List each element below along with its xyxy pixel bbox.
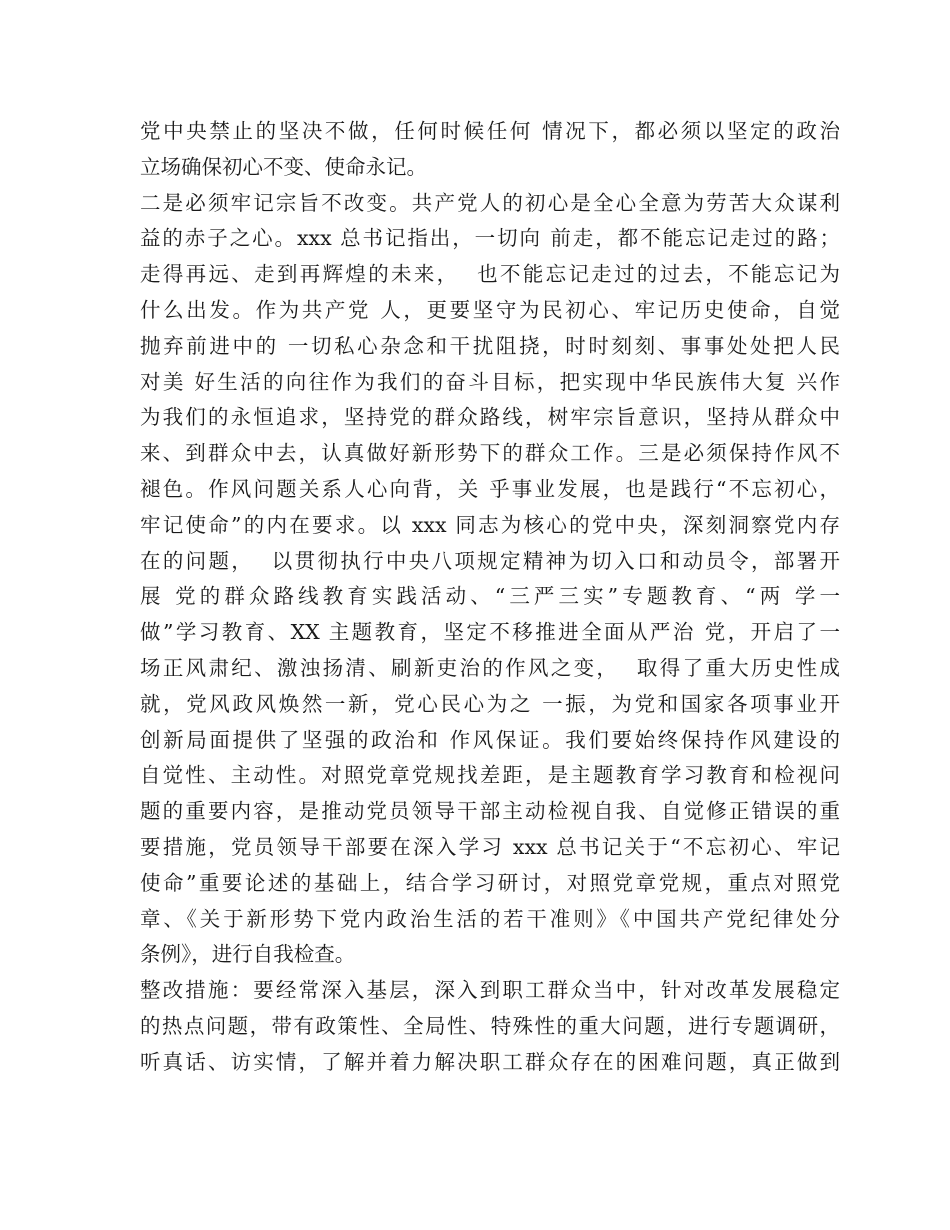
text-line: 二是必须牢记宗旨不改变。共产党人的初心是全心全意为劳苦大众谋利 (140, 190, 840, 215)
text-line: 抛弃前进中的 一切私心杂念和干扰阻挠，时时刻刻、事事处处把人民 (140, 333, 840, 358)
text-line: 在的问题， 以贯彻执行中央八项规定精神为切入口和动员令，部署开 (140, 548, 840, 573)
text-line: 为我们的永恒追求，坚持党的群众路线，树牢宗旨意识，坚持从群众中 (140, 405, 840, 430)
text-line: 党中央禁止的坚决不做，任何时候任何 情况下，都必须以坚定的政治 (140, 119, 840, 143)
text-line: 自觉性、主动性。对照党章党规找差距，是主题教育学习教育和检视问 (140, 763, 840, 788)
text-line: 听真话、访实情，了解并着力解决职工群众存在的困难问题，真正做到 (140, 1049, 840, 1074)
text-line: 什么出发。作为共产党 人，更要坚守为民初心、牢记历史使命，自觉 (140, 297, 840, 322)
text-line: 题的重要内容，是推动党员领导干部主动检视自我、自觉修正错误的重 (140, 799, 840, 824)
text-line: 章、《关于新形势下党内政治生活的若干准则》《中国共产党纪律处分 (140, 906, 840, 931)
text-line: 做”学习教育、XX 主题教育，坚定不移推进全面从严治 党，开启了一 (140, 620, 840, 645)
text-line: 立场确保初心不变、使命永记。 (140, 154, 427, 179)
text-line: 就，党风政风焕然一新，党心民心为之 一振，为党和国家各项事业开 (140, 691, 840, 716)
text-line: 对美 好生活的向往作为我们的奋斗目标，把实现中华民族伟大复 兴作 (140, 369, 840, 394)
text-line: 要措施，党员领导干部要在深入学习 xxx 总书记关于“不忘初心、牢记 (140, 834, 840, 859)
text-line: 走得再远、走到再辉煌的未来， 也不能忘记走过的过去，不能忘记为 (140, 262, 840, 287)
text-line: 场正风肃纪、激浊扬清、刷新吏治的作风之变， 取得了重大历史性成 (140, 655, 840, 680)
text-line: 创新局面提供了坚强的政治和 作风保证。我们要始终保持作风建设的 (140, 727, 840, 752)
text-line: 使命”重要论述的基础上，结合学习研讨，对照党章党规，重点对照党 (140, 870, 840, 895)
text-line: 来、到群众中去，认真做好新形势下的群众工作。三是必须保持作风不 (140, 441, 840, 466)
text-line: 展 党的群众路线教育实践活动、“三严三实”专题教育、“两 学一 (140, 584, 840, 609)
text-line: 褪色。作风问题关系人心向背，关 乎事业发展，也是践行“不忘初心， (140, 476, 840, 501)
text-line: 条例》，进行自我检查。 (140, 942, 356, 967)
text-line: 的热点问题，带有政策性、全局性、特殊性的重大问题，进行专题调研， (140, 1013, 840, 1038)
text-line: 益的赤子之心。xxx 总书记指出，一切向 前走，都不能忘记走过的路； (140, 226, 840, 251)
text-line: 牢记使命”的内在要求。以 xxx 同志为核心的党中央，深刻洞察党内存 (140, 512, 840, 537)
text-line: 整改措施：要经常深入基层，深入到职工群众当中，针对改革发展稳定 (140, 978, 840, 1003)
body-text (140, 114, 840, 1081)
